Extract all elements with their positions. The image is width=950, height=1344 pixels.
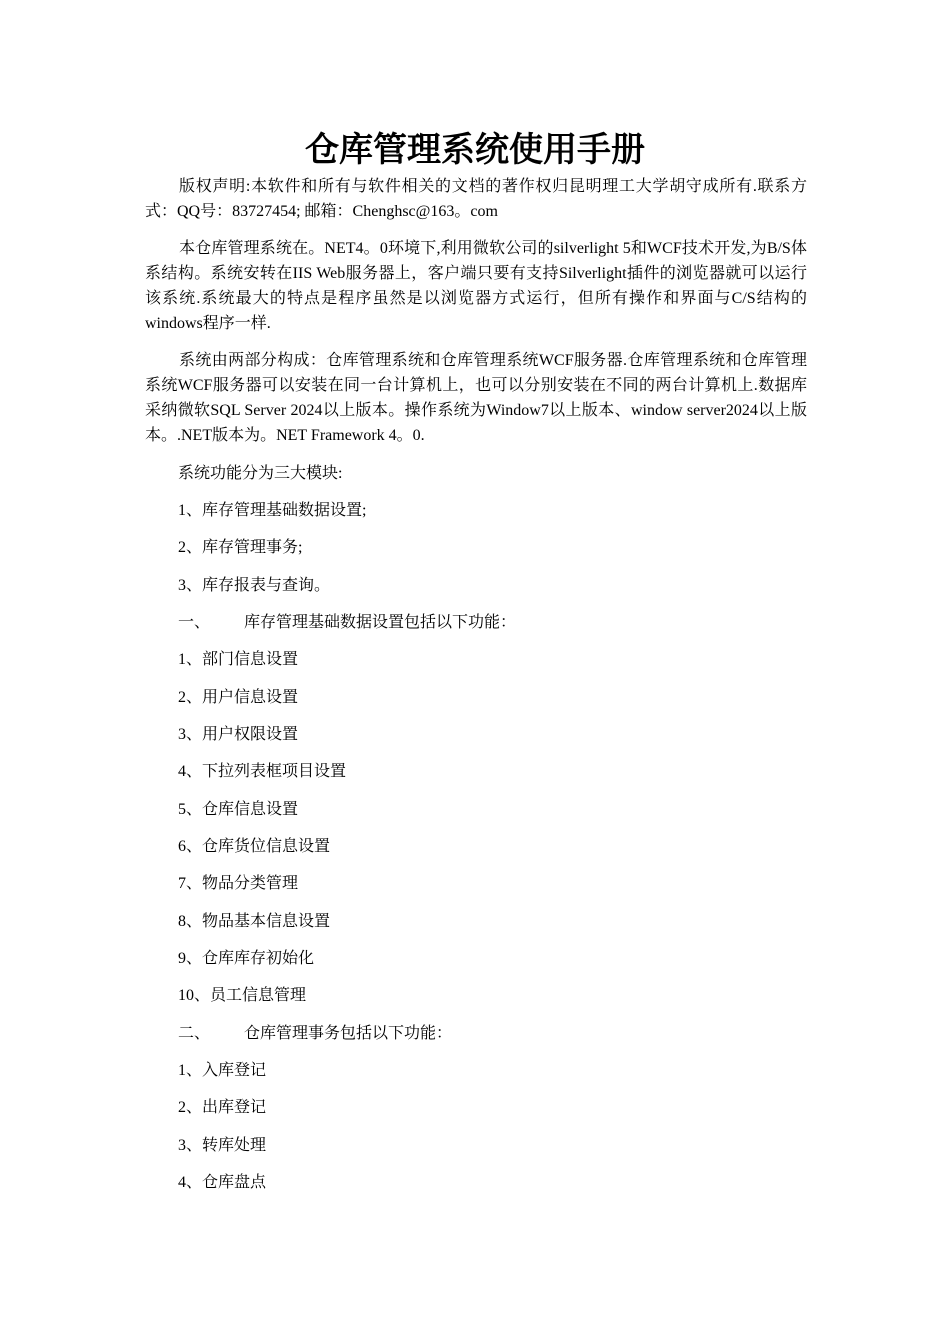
module-item: 2、库存管理事务; [178,539,303,556]
module-item: 1、库存管理基础数据设置; [178,502,367,519]
structure-paragraph: 系统由两部分构成：仓库管理系统和仓库管理系统WCF服务器.仓库管理系统和仓库管理系统WCF服务器可以安装在同一台计算机上，也可以分别安装在不同的两台计算机上.数据库采纳微软SQL Server 2024以上版本。操作系统为Window7以上版本、window server2024以上版本。.NET版本为。NET Framework 4。0. [145,352,807,444]
section-heading: 一、 库存管理基础数据设置包括以下功能： [178,614,517,631]
list-item: 4、仓库盘点 [178,1174,267,1191]
intro-paragraph: 本仓库管理系统在。NET4。0环境下,利用微软公司的silverlight 5和WCF技术开发,为B/S体系结构。系统安转在IIS Web服务器上，客户端只要有支持Silverlight插件的浏览器就可以运行该系统.系统最大的特点是程序虽然是以浏览器方式运行，但所有操作和界面与C/S结构的windows程序一样. [145,240,807,332]
list-item: 4、下拉列表框项目设置 [178,763,347,780]
list-item: 3、用户权限设置 [178,726,299,743]
list-item: 1、部门信息设置 [178,651,299,668]
list-item: 3、转库处理 [178,1137,267,1154]
list-item: 1、入库登记 [178,1062,267,1079]
section-heading: 二、 仓库管理事务包括以下功能： [178,1025,453,1042]
list-item: 9、仓库库存初始化 [178,950,315,967]
list-item: 5、仓库信息设置 [178,801,299,818]
document-title: 仓库管理系统使用手册 [305,130,645,170]
list-item: 8、物品基本信息设置 [178,913,331,930]
list-item: 7、物品分类管理 [178,875,299,892]
module-item: 3、库存报表与查询。 [178,577,331,594]
copyright-paragraph: 版权声明:本软件和所有与软件相关的文档的著作权归昆明理工大学胡守成所有.联系方式：QQ号：83727454; 邮箱：Chenghsc@163。com [145,178,807,220]
modules-intro: 系统功能分为三大模块: [178,465,343,482]
list-item: 2、用户信息设置 [178,689,299,706]
list-item: 10、员工信息管理 [178,987,307,1004]
list-item: 2、出库登记 [178,1099,267,1116]
list-item: 6、仓库货位信息设置 [178,838,331,855]
